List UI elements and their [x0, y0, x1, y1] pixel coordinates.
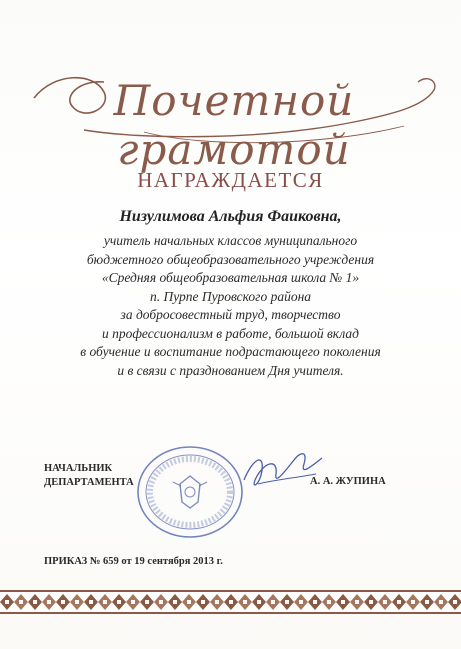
signatory-position-line2: ДЕПАРТАМЕНТА — [44, 477, 134, 488]
ornamental-border — [0, 590, 461, 614]
award-description — [0, 232, 461, 380]
order-reference: ПРИКАЗ № 659 от 19 сентября 2013 г. — [44, 556, 223, 567]
description-line: «Средняя общеобразовательная школа № 1» — [101, 270, 360, 285]
description-line: и профессионализм в работе, большой вклад — [101, 325, 360, 341]
official-seal-stamp — [135, 444, 245, 540]
signatory-name: А. А. ЖУПИНА — [310, 476, 386, 487]
description-line: бюджетного общеобразовательного учреждения — [86, 251, 375, 267]
signatory-position — [44, 462, 134, 490]
description-line: учитель начальных классов муниципального — [103, 233, 358, 248]
description-line: за добросовестный труд, творчество — [120, 307, 341, 322]
certificate-title: Почетной грамотой — [113, 76, 355, 174]
awarded-heading: НАГРАЖДАЕТСЯ — [137, 168, 324, 192]
description-line: в обучение и воспитание подрастающего поколения — [80, 344, 381, 359]
handwritten-signature — [238, 440, 328, 500]
recipient-name: Низулимова Альфия Фаиковна, — [119, 208, 342, 225]
certificate-title-block — [24, 62, 444, 174]
description-line: и в связи с празднованием Дня учителя. — [117, 362, 344, 378]
signatory-position-line1: НАЧАЛЬНИК — [44, 463, 113, 474]
description-line: п. Пурпе Пуровского района — [149, 288, 312, 304]
